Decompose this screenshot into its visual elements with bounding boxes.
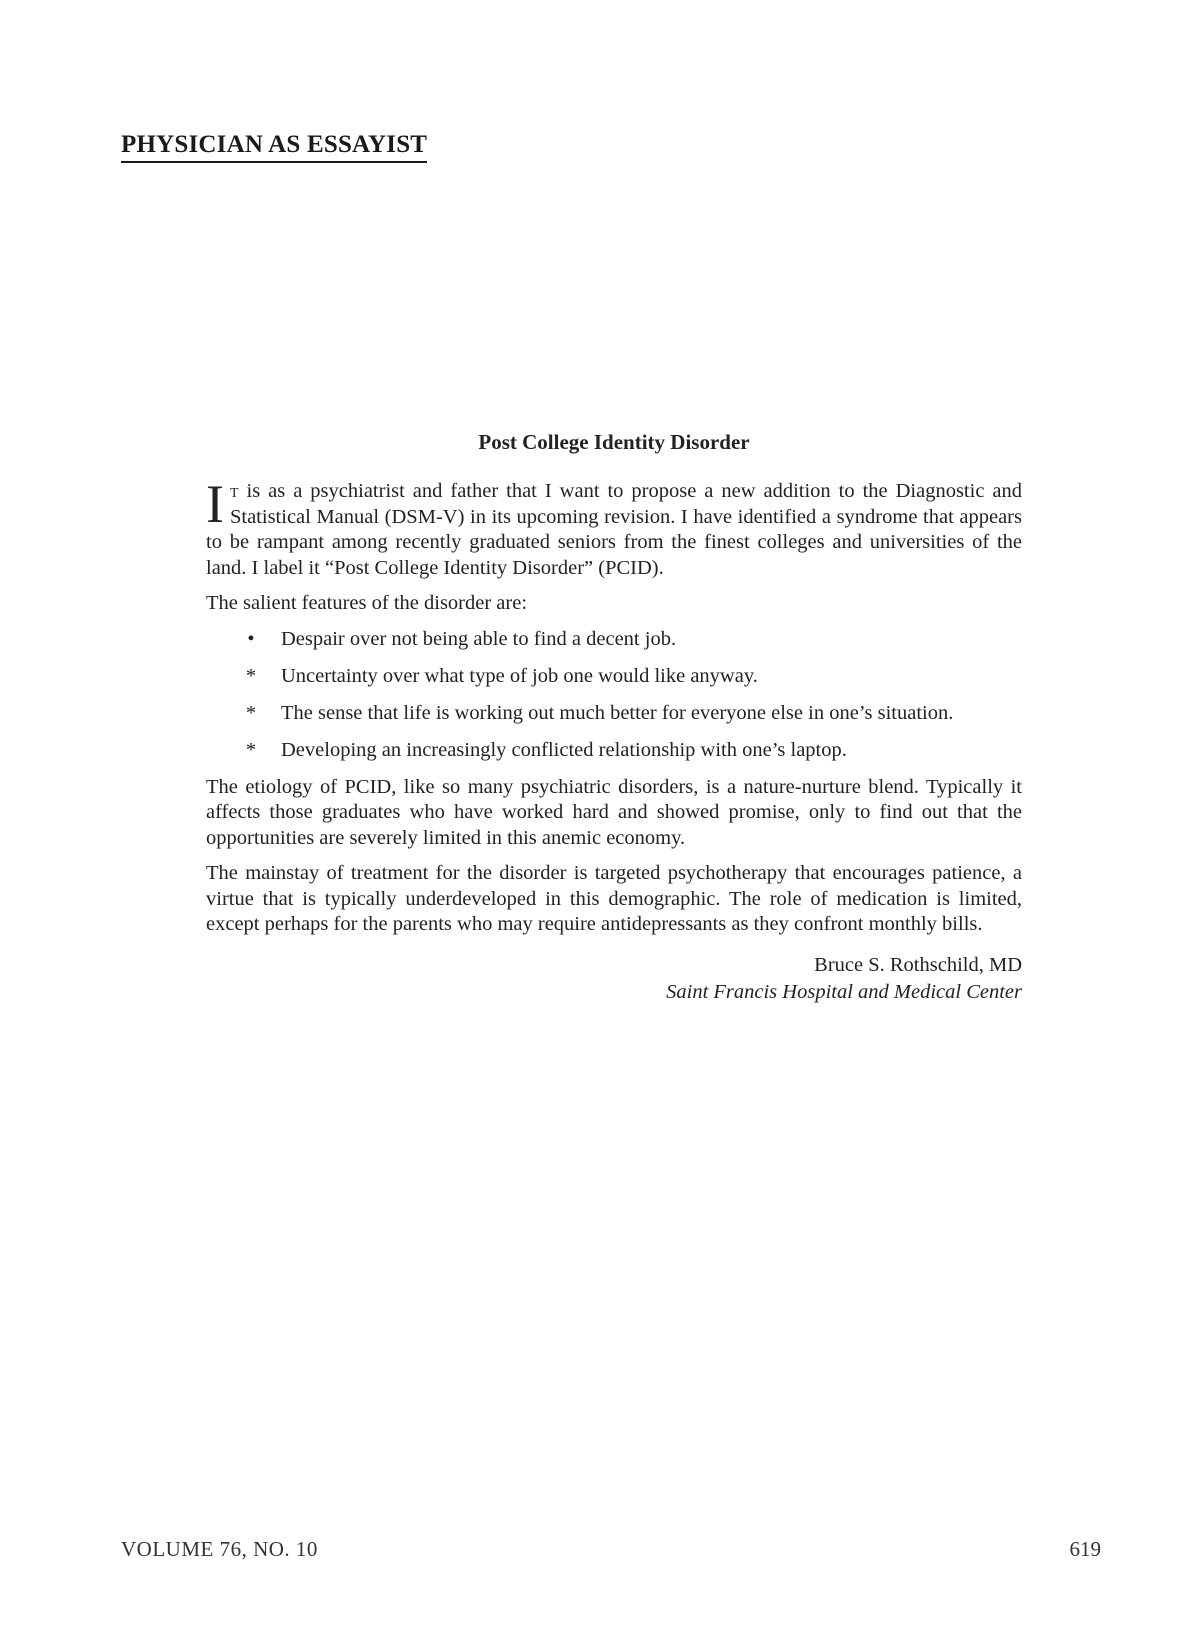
list-item-text: The sense that life is working out much better for everyone else in one’s situation.	[281, 701, 954, 724]
list-item	[206, 738, 1022, 763]
bullet-marker: *	[245, 701, 257, 724]
lead-paragraph	[206, 474, 1022, 581]
list-item	[206, 701, 1022, 726]
list-item-text: Despair over not being able to find a decent job.	[281, 627, 677, 650]
list-item-text: Uncertainty over what type of job one would like anyway.	[281, 664, 758, 687]
etiology-paragraph: The etiology of PCID, like so many psychiatric disorders, is a nature-nurture blend. Typically it affects those graduates who have worked hard and showed promise, only to find out that the opportunities are severely limited in this anemic economy.	[206, 775, 1022, 849]
list-item-text: Developing an increasingly conflicted relationship with one’s laptop.	[281, 738, 847, 761]
list-item	[206, 627, 1022, 652]
article-title: Post College Identity Disorder	[478, 430, 750, 454]
treatment-paragraph: The mainstay of treatment for the disorder is targeted psychotherapy that encourages patience, a virtue that is typically underdeveloped in this demographic. The role of medication is limited, except perhaps for the parents who may require antidepressants as they confront monthly bills.	[206, 862, 1022, 935]
author-affiliation: Saint Francis Hospital and Medical Center	[666, 980, 1022, 1003]
article	[206, 430, 1022, 1006]
lead-text: is as a psychiatrist and father that I want to propose a new addition to the Diagnostic and Statistical Manual (DSM-V) in its upcoming revision. I have identified a syndrome that appears to be rampant among recently graduated seniors from the finest colleges and universities of the land. I label it “Post College Identity Disorder” (PCID).	[206, 480, 1022, 579]
bullet-marker: *	[245, 664, 257, 687]
volume-info: VOLUME 76, NO. 10	[121, 1537, 318, 1561]
signature	[206, 952, 1022, 1006]
author-name: Bruce S. Rothschild, MD	[814, 953, 1022, 976]
drop-cap: I	[206, 474, 224, 534]
features-list	[206, 627, 1022, 763]
list-item	[206, 664, 1022, 689]
page-number: 619	[1069, 1537, 1101, 1561]
bullet-marker: •	[247, 627, 255, 650]
lead-small-caps: t	[229, 480, 239, 502]
features-intro: The salient features of the disorder are:	[206, 592, 528, 614]
bullet-marker: *	[245, 738, 257, 761]
section-header: PHYSICIAN AS ESSAYIST	[121, 131, 427, 163]
